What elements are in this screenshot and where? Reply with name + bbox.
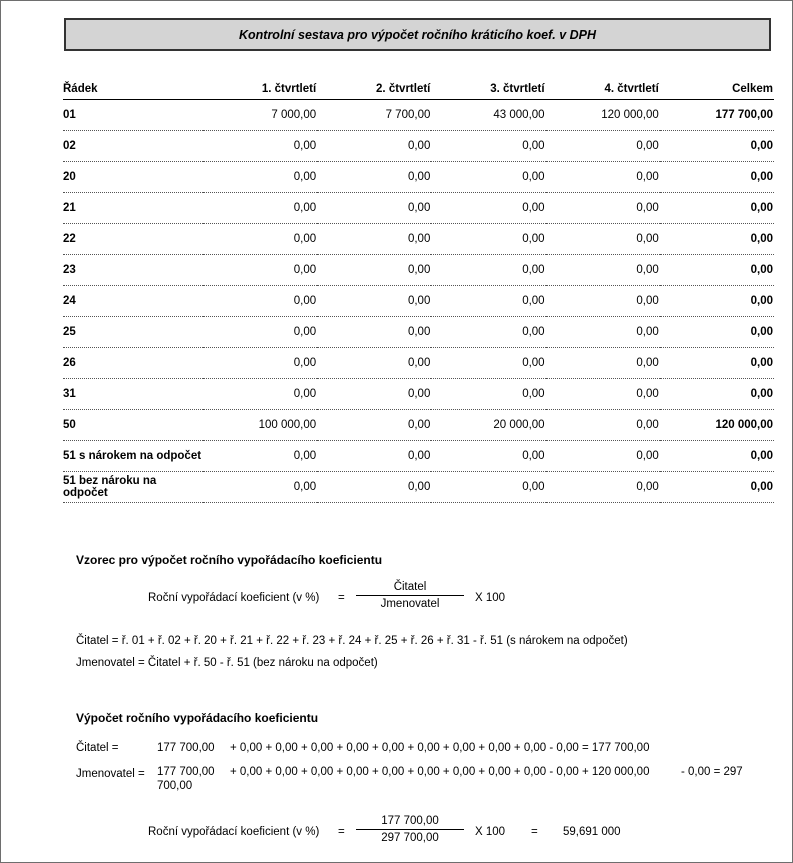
quarter-cell: 0,00 [317,441,431,472]
total-cell: 0,00 [660,317,774,348]
quarter-cell: 0,00 [546,131,660,162]
total-cell: 177 700,00 [660,100,774,131]
table-row [63,348,774,379]
table-row [63,379,774,410]
quarter-cell: 0,00 [431,255,545,286]
citatel-definition: Čitatel = ř. 01 + ř. 02 + ř. 20 + ř. 21 + ř. 22 + ř. 23 + ř. 24 + ř. 25 + ř. 26 + ř. 31 - ř. 51 (s nárokem na odpočet) [76,635,628,647]
row-label: 50 [63,410,203,441]
table-row [63,131,774,162]
quarter-cell: 0,00 [431,317,545,348]
quarter-cell: 0,00 [317,317,431,348]
row-label: 31 [63,379,203,410]
jmenovatel-definition: Jmenovatel = Čitatel + ř. 50 - ř. 51 (bez nároku na odpočet) [76,657,378,669]
quarter-cell: 0,00 [431,441,545,472]
quarter-cell: 0,00 [317,286,431,317]
quarter-cell: 0,00 [546,348,660,379]
quarter-cell: 0,00 [431,193,545,224]
table-row [63,224,774,255]
quarter-cell: 7 000,00 [203,100,317,131]
quarter-cell: 0,00 [431,348,545,379]
quarter-cell: 0,00 [317,193,431,224]
quarter-cell: 0,00 [546,286,660,317]
table-header-row [63,79,774,100]
quarter-cell: 0,00 [317,379,431,410]
calc-jmen-label: Jmenovatel = [76,768,145,780]
quarter-cell: 0,00 [546,193,660,224]
quarter-cell: 0,00 [203,255,317,286]
quarter-cell: 0,00 [203,379,317,410]
table-row [63,100,774,131]
table-row [63,162,774,193]
total-cell: 0,00 [660,224,774,255]
formula-eq: = [338,592,345,604]
row-label: 21 [63,193,203,224]
quarter-cell: 0,00 [203,472,317,503]
quarter-cell: 0,00 [431,379,545,410]
calc-jmen-expr: + 0,00 + 0,00 + 0,00 + 0,00 + 0,00 + 0,00 + 0,00 + 0,00 + 0,00 - 0,00 + 120 000,00 [230,766,650,778]
quarter-cell: 0,00 [546,441,660,472]
total-cell: 0,00 [660,255,774,286]
row-label: 25 [63,317,203,348]
quarter-cell: 0,00 [546,410,660,441]
quarter-cell: 0,00 [203,224,317,255]
total-cell: 0,00 [660,379,774,410]
formula-fraction [356,581,464,610]
formula-denominator: Jmenovatel [380,598,440,610]
total-cell: 0,00 [660,348,774,379]
formula-heading: Vzorec pro výpočet ročního vypořádacího koeficientu [76,553,383,567]
quarter-cell: 7 700,00 [317,100,431,131]
header-q2: 2. čtvrtletí [376,83,431,95]
quarter-cell: 0,00 [203,317,317,348]
calc-citatel-expr: + 0,00 + 0,00 + 0,00 + 0,00 + 0,00 + 0,00 + 0,00 + 0,00 + 0,00 - 0,00 = 177 700,00 [230,742,650,754]
formula-label: Roční vypořádací koeficient (v %) [148,592,320,604]
table-row [63,410,774,441]
calc-fraction [356,815,464,844]
quarter-cell: 0,00 [203,286,317,317]
total-cell: 0,00 [660,441,774,472]
quarter-cell: 0,00 [546,224,660,255]
header-q1: 1. čtvrtletí [261,83,317,95]
table-row [63,317,774,348]
quarter-cell: 0,00 [431,286,545,317]
quarter-cell: 0,00 [546,472,660,503]
row-label: 23 [63,255,203,286]
report-title: Kontrolní sestava pro výpočet ročního kráticího koef. v DPH [64,18,771,51]
calc-coef-result: 59,691 000 [563,826,621,838]
quarter-cell: 0,00 [546,162,660,193]
quarter-cell: 0,00 [317,472,431,503]
calc-fraction-line [356,829,464,830]
calc-coef-eq2: = [531,826,538,838]
quarter-cell: 0,00 [203,348,317,379]
row-label: 51 s nárokem na odpočet [63,441,203,472]
row-label: 20 [63,162,203,193]
total-cell: 0,00 [660,162,774,193]
quarter-cell: 0,00 [203,162,317,193]
row-label: 02 [63,131,203,162]
quarter-cell: 0,00 [431,224,545,255]
row-label: 24 [63,286,203,317]
total-cell: 0,00 [660,131,774,162]
calc-citatel-value: 177 700,00 [157,742,215,754]
quarter-cell: 43 000,00 [431,100,545,131]
quarter-cell: 0,00 [203,131,317,162]
quarter-cell: 0,00 [546,255,660,286]
row-label: 26 [63,348,203,379]
calc-citatel-label: Čitatel = [76,742,119,754]
quarter-cell: 0,00 [431,162,545,193]
header-q3: 3. čtvrtletí [490,83,545,95]
row-label: 01 [63,100,203,131]
table-row [63,286,774,317]
quarter-cell: 0,00 [431,472,545,503]
calc-heading: Výpočet ročního vypořádacího koeficientu [76,711,319,725]
calc-numerator: 177 700,00 [381,815,439,827]
quarter-cell: 0,00 [317,410,431,441]
quarter-cell: 0,00 [317,255,431,286]
calc-coef-times: X 100 [475,826,506,838]
fraction-line [356,595,464,596]
row-label: 51 bez nároku na odpočet [63,472,203,503]
calc-jmen-tail: - 0,00 = 297 [681,766,743,778]
row-label: 22 [63,224,203,255]
header-radek: Řádek [63,83,98,95]
header-q4: 4. čtvrtletí [604,83,659,95]
total-cell: 0,00 [660,193,774,224]
quarter-cell: 0,00 [203,193,317,224]
quarter-cell: 0,00 [317,224,431,255]
quarter-cell: 20 000,00 [431,410,545,441]
table-row [63,255,774,286]
formula-numerator: Čitatel [393,581,427,593]
quarter-cell: 0,00 [546,317,660,348]
calc-denominator: 297 700,00 [381,832,439,844]
calc-jmen-value-2: 700,00 [157,780,193,792]
total-cell: 120 000,00 [660,410,774,441]
calc-jmen-value-1: 177 700,00 [157,766,215,778]
quarter-cell: 0,00 [546,379,660,410]
calc-coef-label: Roční vypořádací koeficient (v %) [148,826,320,838]
quarter-cell: 0,00 [431,131,545,162]
calc-coef-eq: = [338,826,345,838]
quarter-cell: 100 000,00 [203,410,317,441]
formula-times: X 100 [475,592,506,604]
quarter-cell: 0,00 [317,162,431,193]
quarter-cell: 0,00 [203,441,317,472]
quarter-cell: 120 000,00 [546,100,660,131]
total-cell: 0,00 [660,472,774,503]
table-row [63,193,774,224]
table-row [63,472,774,503]
quarter-cell: 0,00 [317,348,431,379]
total-cell: 0,00 [660,286,774,317]
quarterly-table [63,79,774,503]
header-celkem: Celkem [732,83,773,95]
quarter-cell: 0,00 [317,131,431,162]
table-row [63,441,774,472]
